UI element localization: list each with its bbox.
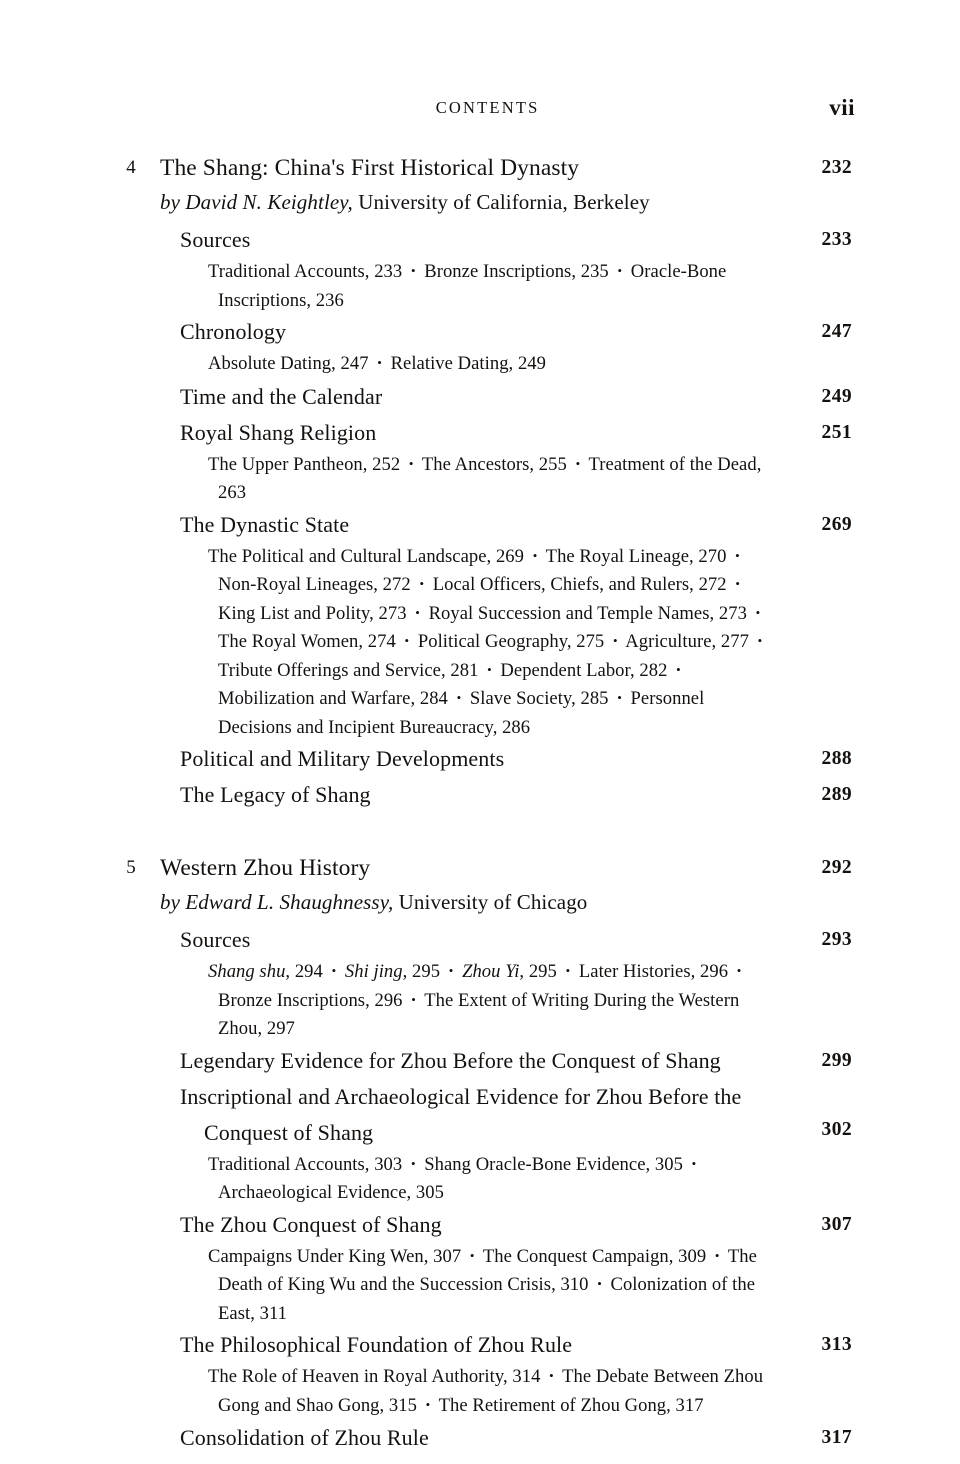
author-byline-italic: by David N. Keightley, [160, 190, 353, 214]
section-title: Political and Military Developments [180, 746, 505, 771]
running-head-title: CONTENTS [435, 98, 540, 117]
section-page-number: 313 [821, 1334, 852, 1355]
bullet-separator: • [757, 633, 763, 648]
section-row[interactable] [0, 1420, 960, 1456]
bullet-separator: • [415, 604, 420, 620]
section-page-number: 289 [821, 784, 852, 805]
bullet-separator: • [575, 455, 581, 471]
section-row[interactable] [0, 222, 960, 258]
chapter-number: 4 [126, 157, 136, 178]
bullet-separator: • [565, 963, 571, 978]
running-head [118, 95, 855, 124]
table-of-contents [0, 150, 960, 1456]
section-title: Legendary Evidence for Zhou Before the Conquest of Shang [180, 1047, 721, 1073]
section-page-number: 247 [821, 321, 852, 342]
chapter-title-row[interactable] [0, 850, 960, 886]
section-row[interactable] [0, 415, 960, 451]
bullet-separator: • [419, 576, 425, 591]
bullet-separator: • [735, 576, 740, 591]
bullet-separator: • [736, 963, 742, 978]
bullet-separator: • [331, 963, 337, 978]
bullet-separator: • [448, 963, 454, 978]
chapter-entry [0, 150, 960, 813]
bullet-separator: • [410, 263, 416, 278]
section-row[interactable] [0, 1327, 960, 1363]
section-title: Time and the Calendar [180, 383, 383, 409]
bullet-separator: • [469, 1247, 475, 1263]
subsection-list: Traditional Accounts, 233 • Bronze Inscriptions, 235 • Oracle-Bone Inscriptions, 236 [208, 261, 727, 311]
section-title: Sources [180, 927, 251, 952]
bullet-separator: • [549, 1368, 554, 1383]
bullet-separator: • [691, 1155, 697, 1171]
chapter-entry [0, 850, 960, 1456]
subsection-list: The Upper Pantheon, 252 • The Ancestors, 255 • Treatment of the Dead, 263 [208, 453, 762, 503]
section-page-number: 293 [821, 929, 852, 950]
section-page-number: 302 [821, 1118, 852, 1140]
chapter-title: Western Zhou History [160, 855, 371, 881]
bullet-separator: • [425, 1396, 431, 1412]
bullet-separator: • [456, 690, 462, 705]
chapter-title-row[interactable] [0, 150, 960, 186]
bullet-separator: • [487, 661, 492, 677]
section-title: Consolidation of Zhou Rule [180, 1425, 429, 1450]
section-page-number: 307 [821, 1213, 852, 1235]
section-row[interactable] [0, 777, 960, 813]
section-page-number: 251 [821, 421, 852, 443]
section-page-number: 233 [821, 229, 852, 250]
bullet-separator: • [410, 1155, 416, 1171]
subsection-list: The Political and Cultural Landscape, 269 • The Royal Lineage, 270 • Non-Royal Lineages, 272 • Local Officers, Chiefs, and Rulers, 272 • King List and Polity, 273 • Royal Succession and Temple Names, 273 • The Royal Women, 274 • Political Geography, 275 • Agriculture, 277 • Tribute Offerings and Service, 281 • Dependent Labor, 282 • Mobilization and Warfare, 284 • Slave Society, 285 • Personnel Decisions and Incipient Bureaucracy, 286 [208, 543, 778, 742]
section-page-number: 269 [821, 513, 852, 535]
section-row[interactable] [0, 1043, 960, 1079]
chapter-page-number: 232 [821, 157, 852, 178]
section-title: Inscriptional and Archaeological Evidence for Zhou Before the Conquest of Shang [180, 1083, 742, 1145]
bullet-separator: • [411, 991, 416, 1007]
section-row[interactable] [0, 314, 960, 350]
section-title: The Legacy of Shang [180, 782, 371, 807]
section-page-number: 288 [821, 748, 852, 769]
running-head-folio: vii [829, 95, 855, 120]
bullet-separator: • [617, 263, 623, 278]
bullet-separator: • [755, 604, 761, 620]
section-title: The Zhou Conquest of Shang [180, 1211, 442, 1237]
section-row[interactable] [0, 1079, 960, 1151]
author-byline-italic: by Edward L. Shaughnessy, [160, 890, 394, 914]
chapter-author: by David N. Keightley, University of California, Berkeley [160, 190, 650, 214]
subsection-list: Absolute Dating, 247 • Relative Dating, 249 [208, 353, 546, 374]
section-page-number: 249 [821, 385, 852, 407]
bullet-separator: • [612, 633, 618, 648]
section-title: Chronology [180, 319, 287, 344]
section-row[interactable] [0, 507, 960, 543]
section-row[interactable] [0, 1207, 960, 1243]
section-page-number: 299 [821, 1049, 852, 1071]
section-page-number: 317 [821, 1427, 852, 1448]
bullet-separator: • [714, 1247, 720, 1263]
subsection-list: The Role of Heaven in Royal Authority, 314 • The Debate Between Zhou Gong and Shao Gong, 315 • The Retirement of Zhou Gong, 317 [208, 1366, 764, 1416]
section-row[interactable] [0, 741, 960, 777]
bullet-separator: • [408, 455, 414, 471]
section-title: The Philosophical Foundation of Zhou Rule [180, 1332, 573, 1357]
section-title: The Dynastic State [180, 511, 350, 537]
section-title: Royal Shang Religion [180, 419, 377, 445]
chapter-page-number: 292 [821, 857, 852, 878]
bullet-separator: • [404, 633, 410, 648]
bullet-separator: • [617, 690, 622, 705]
bullet-separator: • [532, 547, 538, 563]
section-row[interactable] [0, 379, 960, 415]
bullet-separator: • [597, 1276, 602, 1291]
subsection-list: Traditional Accounts, 303 • Shang Oracle-Bone Evidence, 305 • Archaeological Evidence, 305 [208, 1151, 778, 1207]
chapter-author: by Edward L. Shaughnessy, University of Chicago [160, 890, 588, 914]
bullet-separator: • [676, 661, 681, 677]
chapter-title: The Shang: China's First Historical Dynasty [160, 155, 580, 181]
section-title: Sources [180, 227, 251, 252]
subsection-list: Campaigns Under King Wen, 307 • The Conquest Campaign, 309 • The Death of King Wu and the Succession Crisis, 310 • Colonization of the East, 311 [208, 1245, 757, 1324]
section-row[interactable] [0, 922, 960, 958]
bullet-separator: • [377, 355, 382, 370]
chapter-number: 5 [126, 857, 136, 878]
bullet-separator: • [735, 547, 740, 563]
subsection-list: Shang shu, 294 • Shi jing, 295 • Zhou Yi, 295 • Later Histories, 296 • Bronze Inscriptions, 296 • The Extent of Writing During the Western Zhou, 297 [208, 958, 778, 1043]
